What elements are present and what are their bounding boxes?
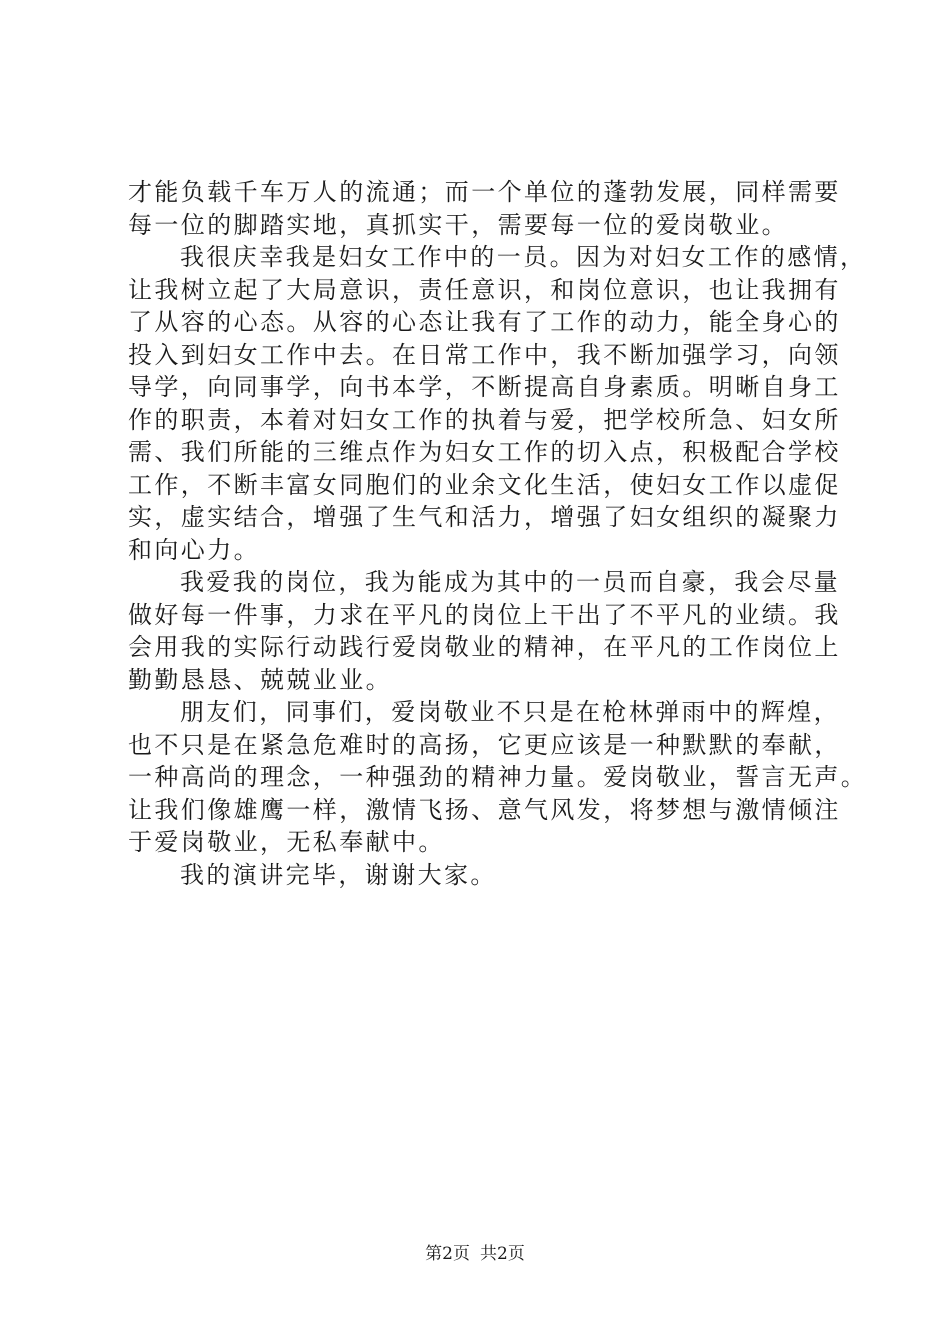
text-line: 工作，不断丰富女同胞们的业余文化生活，使妇女工作以虚促 <box>128 470 841 499</box>
text-line: 需、我们所能的三维点作为妇女工作的切入点，积极配合学校 <box>128 438 841 466</box>
page-footer <box>0 1244 950 1264</box>
text-line: 一种高尚的理念，一种强劲的精神力量。爱岗敬业，誓言无声。 <box>128 763 868 791</box>
speech-body-text <box>128 176 868 891</box>
paragraph-first-line: 朋友们，同事们，爱岗敬业不只是在枪林弹雨中的辉煌， <box>180 698 840 726</box>
text-line: 投入到妇女工作中去。在日常工作中，我不断加强学习，向领 <box>128 340 841 369</box>
text-line: 作的职责，本着对妇女工作的执着与爱，把学校所急、妇女所 <box>128 405 841 434</box>
text-line: 导学，向同事学，向书本学，不断提高自身素质。明晰自身工 <box>128 373 841 401</box>
text-line: 会用我的实际行动践行爱岗敬业的精神，在平凡的工作岗位上 <box>128 633 841 661</box>
paragraph-first-line: 我爱我的岗位，我为能成为其中的一员而自豪，我会尽量 <box>180 568 840 596</box>
text-line: 勤勤恳恳、兢兢业业。 <box>128 665 392 694</box>
paragraph-first-line: 我很庆幸我是妇女工作中的一员。因为对妇女工作的感情， <box>180 243 867 271</box>
text-line: 做好每一件事，力求在平凡的岗位上干出了不平凡的业绩。我 <box>128 600 841 629</box>
paragraph-first-line: 我的演讲完毕，谢谢大家。 <box>180 860 497 889</box>
text-line: 每一位的脚踏实地，真抓实干，需要每一位的爱岗敬业。 <box>128 210 788 239</box>
text-line: 也不只是在紧急危难时的高扬，它更应该是一种默默的奉献， <box>128 730 841 759</box>
text-line: 实，虚实结合，增强了生气和活力，增强了妇女组织的凝聚力 <box>128 503 841 531</box>
text-line: 于爱岗敬业，无私奉献中。 <box>128 828 445 856</box>
text-line: 了从容的心态。从容的心态让我有了工作的动力，能全身心的 <box>128 308 841 336</box>
page-number: 第2页 <box>425 1244 470 1264</box>
total-pages: 共2页 <box>480 1244 525 1264</box>
text-line: 和向心力。 <box>128 535 260 564</box>
text-line: 才能负载千车万人的流通；而一个单位的蓬勃发展，同样需要 <box>128 178 841 206</box>
text-line: 让我们像雄鹰一样，激情飞扬、意气风发，将梦想与激情倾注 <box>128 795 841 824</box>
text-line: 让我树立起了大局意识，责任意识，和岗位意识，也让我拥有 <box>128 275 841 304</box>
